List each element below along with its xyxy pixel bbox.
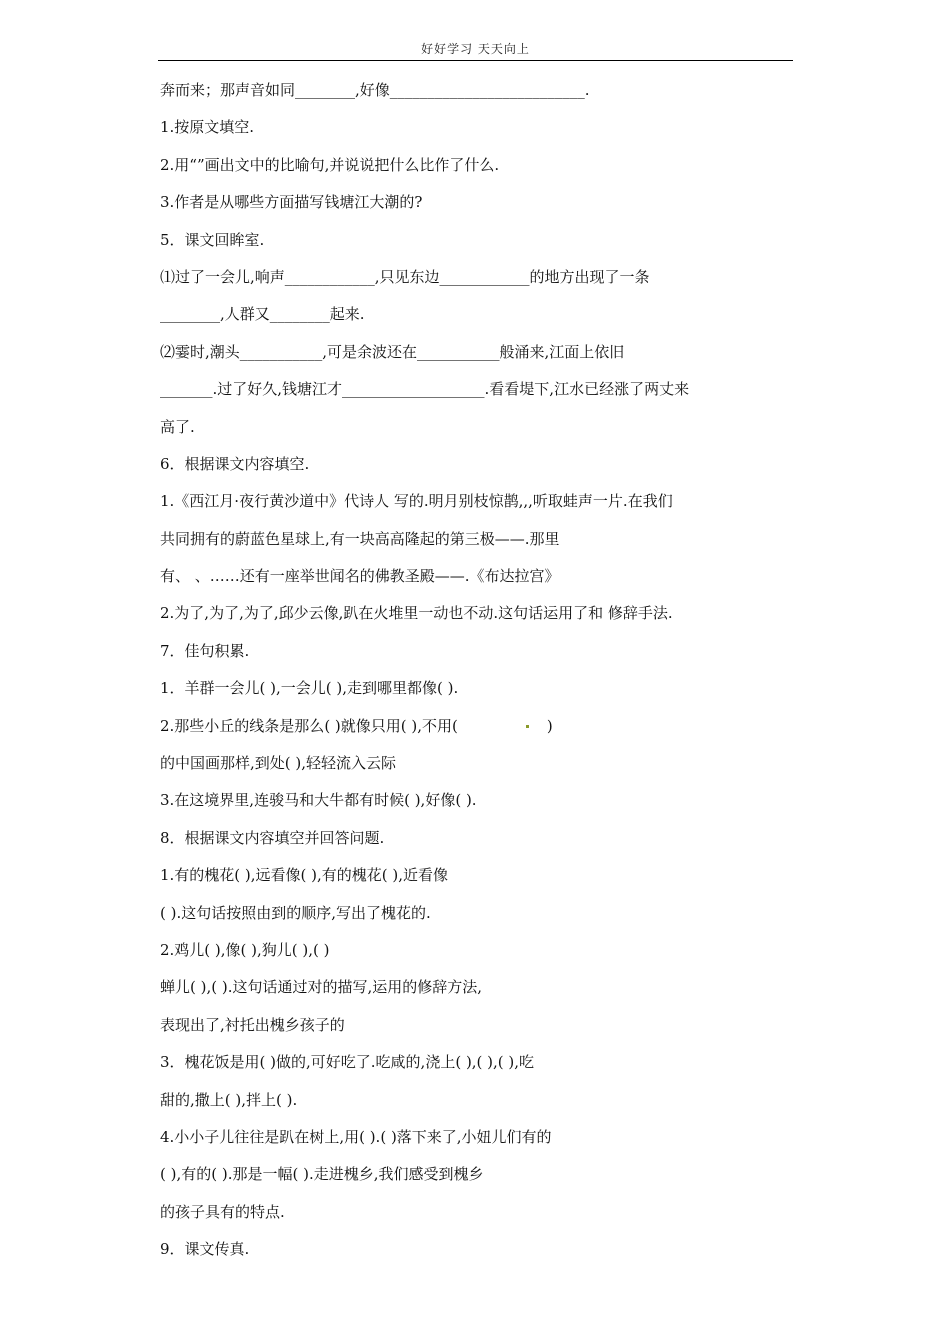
fill-blank-line: ________,人群又________起来. [160,305,365,324]
fill-blank-line: 1.《西江月·夜行黄沙道中》代诗人 写的.明月别枝惊鹊,,,听取蛙声一片.在我们 [160,492,673,511]
line-text: 2.那些小丘的线条是那么( )就像只用( ),不用( [160,716,458,735]
fill-blank-line: ⑴过了一会儿,响声____________,只见东边____________的地方出现了一条 [160,267,650,286]
fill-blank-line: 表现出了,衬托出槐乡孩子的 [160,1015,345,1034]
fill-blank-line: 的中国画那样,到处( ),轻轻流入云际 [160,754,397,773]
question-line: 3.作者是从哪些方面描写钱塘江大潮的? [160,193,423,212]
text-line: 奔而来；那声音如同________,好像__________________________. [160,81,590,99]
fill-blank-line: ( ),有的( ).那是一幅( ).走进槐乡,我们感受到槐乡 [160,1165,484,1184]
fill-blank-line: 甜的,撒上( ),拌上( ). [160,1090,298,1109]
text-line: 高了. [160,417,195,436]
question-line: 1.按原文填空. [160,118,255,137]
header-divider [158,60,793,61]
fill-blank-line: 3.在这境界里,连骏马和大牛都有时候( ),好像( ). [160,791,477,810]
fill-blank-line: 有、 、……还有一座举世闻名的佛教圣殿——.《布达拉宫》 [160,567,560,586]
fill-blank-line: 2.鸡儿( ),像( ),狗儿( ),( ) [160,940,330,959]
fill-blank-line: 3．槐花饭是用( )做的,可好吃了.吃咸的,浇上( ),( ),( ),吃 [160,1053,535,1072]
fill-blank-line: _______.过了好久,钱塘江才___________________.看看堤下,江水已经涨了两丈来 [160,380,690,399]
section-heading: 8．根据课文内容填空并回答问题. [160,828,385,847]
fill-blank-line [160,708,770,745]
section-heading: 6．根据课文内容填空. [160,454,310,473]
fill-blank-line: 蝉儿( ),( ).这句话通过对的描写,运用的修辞方法, [160,978,483,997]
fill-blank-line: 的孩子具有的特点. [160,1202,285,1221]
fill-blank-line: 1.有的槐花( ),远看像( ),有的槐花( ),近看像 [160,866,449,885]
worksheet-body [160,72,770,1269]
fill-blank-line: ⑵霎时,潮头___________,可是余波还在___________般涌来,江面上依旧 [160,342,625,361]
fill-blank-line: ( ).这句话按照由到的顺序,写出了槐花的. [160,903,431,922]
stray-mark [526,725,529,728]
page-header: 好好学习 天天向上 [421,42,530,56]
section-heading: 7．佳句积累. [160,641,250,660]
fill-blank-line: 4.小小子儿往往是趴在树上,用( ).( )落下来了,小妞儿们有的 [160,1127,552,1146]
line-tail: ) [546,716,553,735]
section-heading: 9．课文传真. [160,1240,250,1259]
fill-blank-line: 1．羊群一会儿( ),一会儿( ),走到哪里都像( ). [160,679,459,698]
section-heading: 5．课文回眸室. [160,230,265,249]
fill-blank-line: 共同拥有的蔚蓝色星球上,有一块高高隆起的第三极——.那里 [160,529,560,548]
fill-blank-line: 2.为了,为了,为了,邱少云像,趴在火堆里一动也不动.这句话运用了和 修辞手法. [160,604,673,623]
question-line: 2.用“”画出文中的比喻句,并说说把什么比作了什么. [160,155,500,174]
